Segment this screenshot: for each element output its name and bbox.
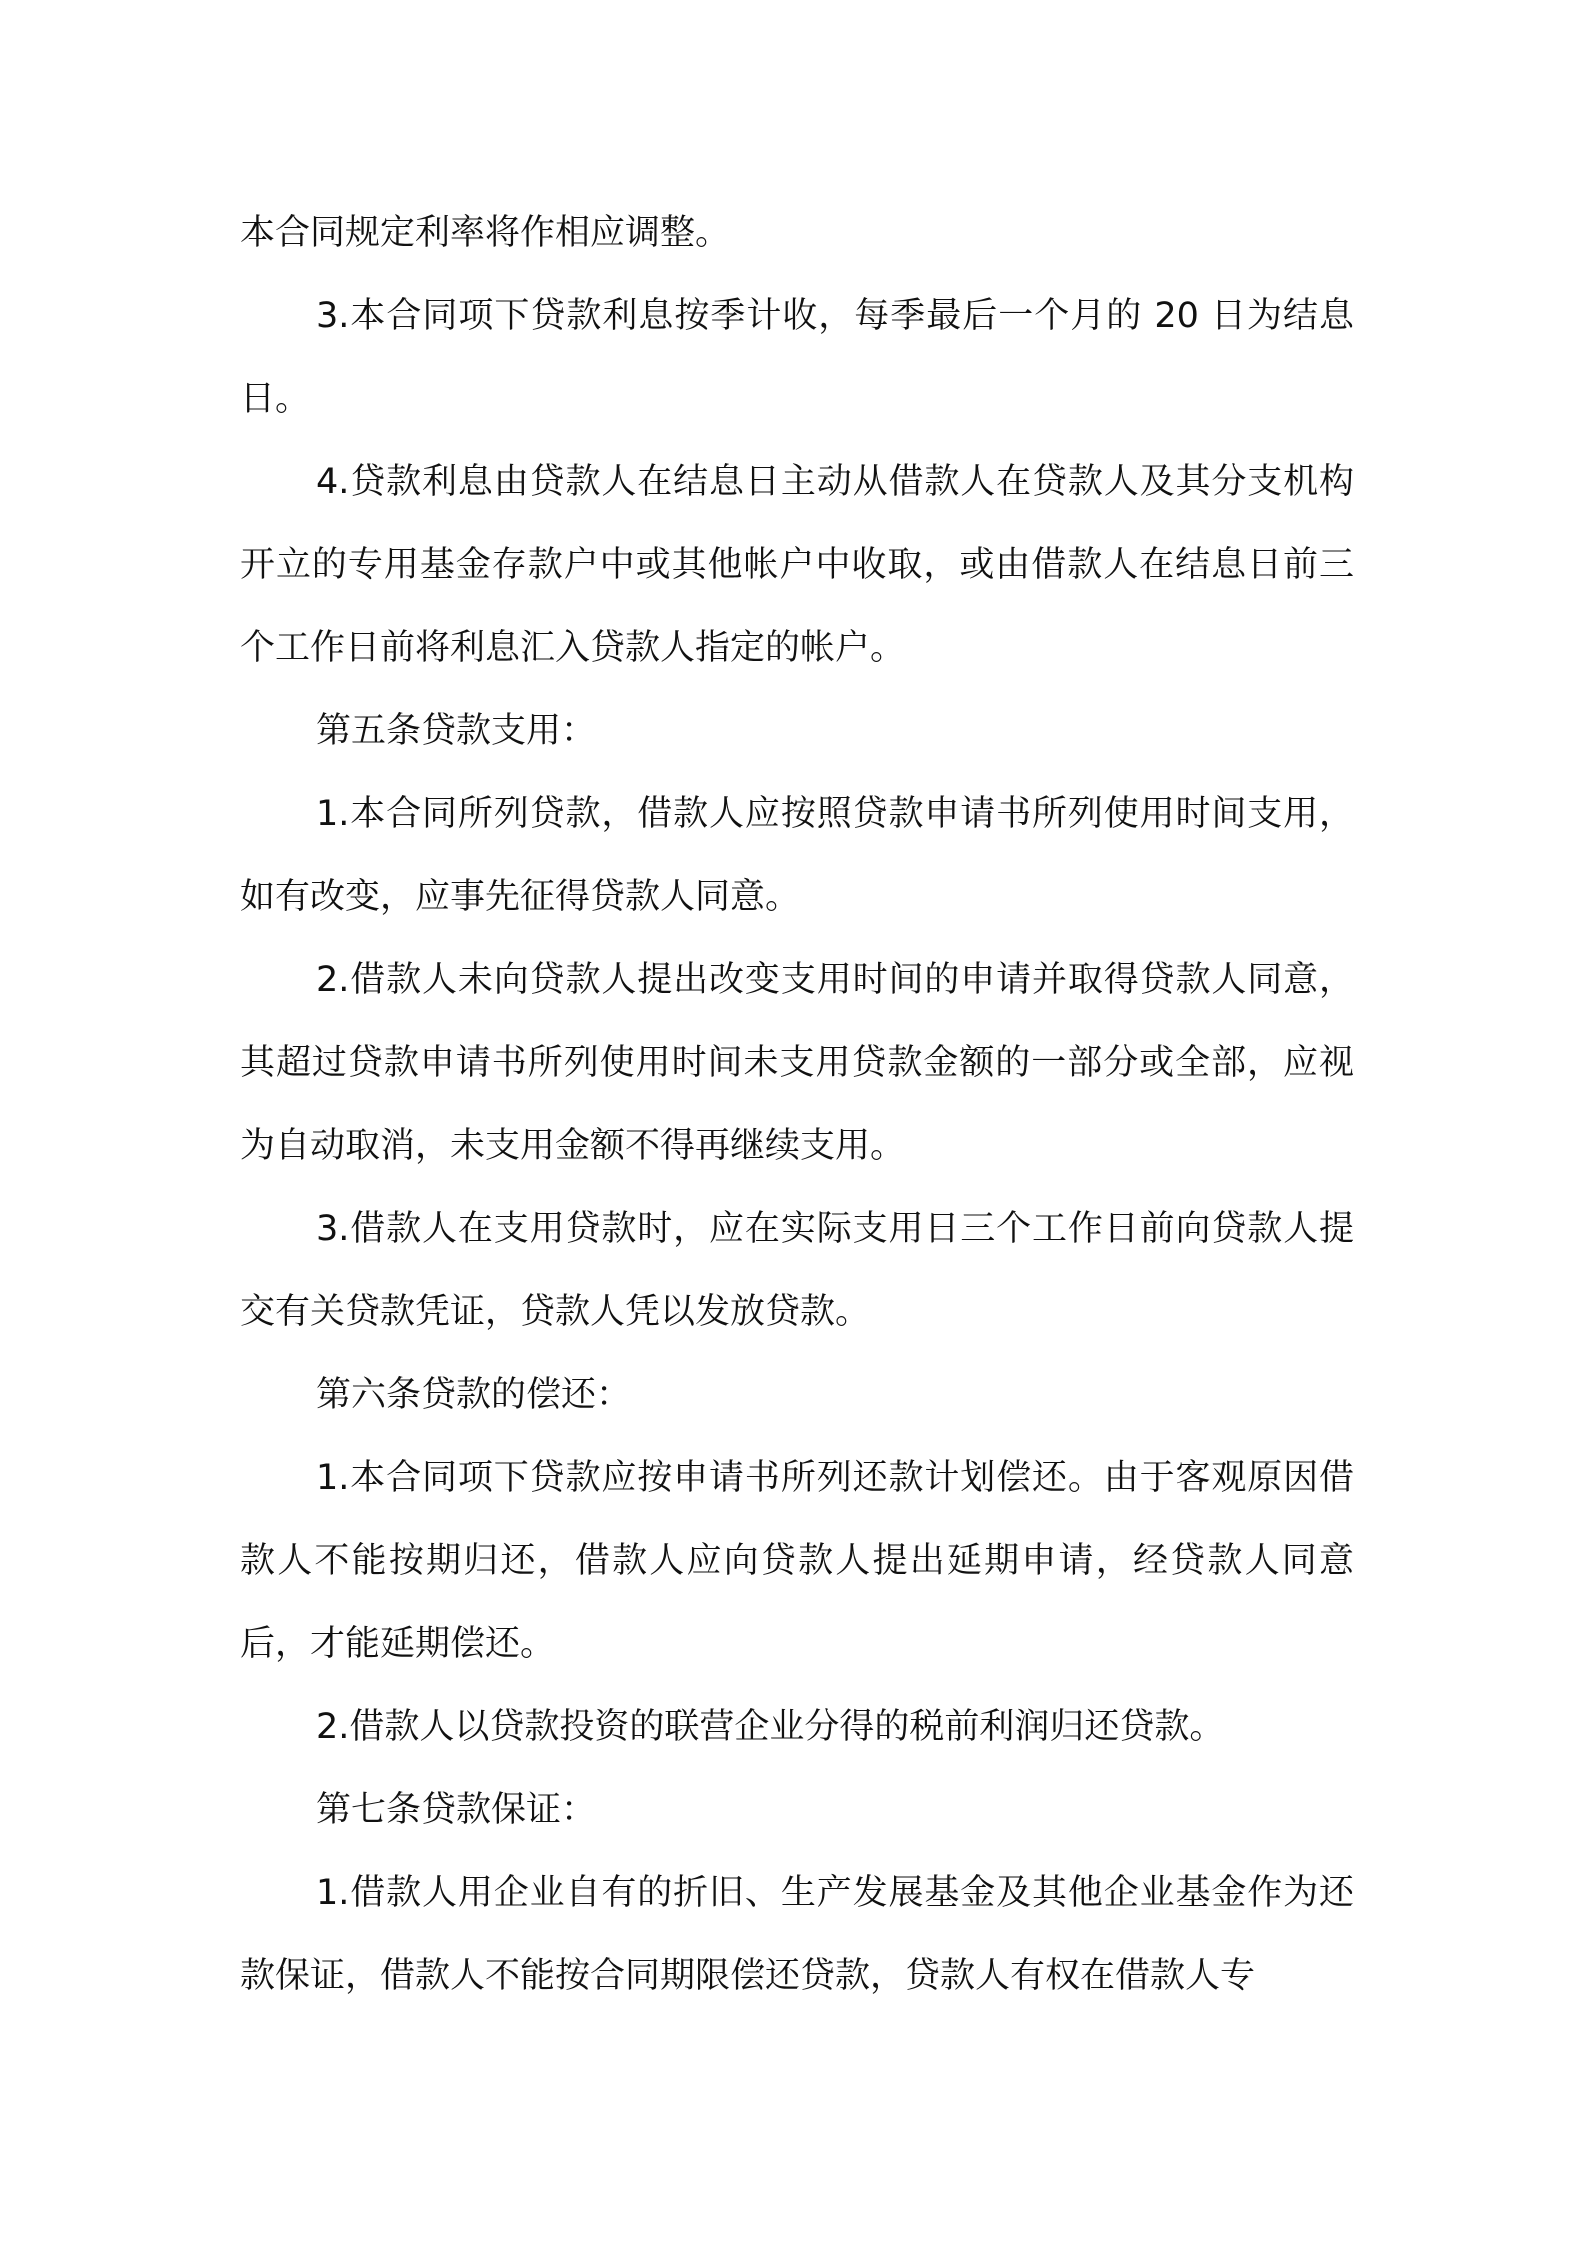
paragraph-article-7-item-1: 1.借款人用企业自有的折旧、生产发展基金及其他企业基金作为还款保证，借款人不能按合同期限偿还贷款，贷款人有权在借款人专 [240,1873,1354,1996]
document-body [240,192,1354,2018]
paragraph-article-5-item-3: 3.借款人在支用贷款时，应在实际支用日三个工作日前向贷款人提交有关贷款凭证，贷款人凭以发放贷款。 [240,1209,1354,1332]
paragraph-article-6-item-1: 1.本合同项下贷款应按申请书所列还款计划偿还。由于客观原因借款人不能按期归还，借款人应向贷款人提出延期申请，经贷款人同意后，才能延期偿还。 [240,1458,1354,1664]
heading-article-6: 第六条贷款的偿还： [316,1375,632,1415]
heading-article-5: 第五条贷款支用： [316,711,597,751]
paragraph-article-5-item-1: 1.本合同所列贷款，借款人应按照贷款申请书所列使用时间支用，如有改变，应事先征得贷款人同意。 [240,794,1354,917]
paragraph-interest-collection: 4.贷款利息由贷款人在结息日主动从借款人在贷款人及其分支机构开立的专用基金存款户中或其他帐户中收取，或由借款人在结息日前三个工作日前将利息汇入贷款人指定的帐户。 [240,462,1354,668]
heading-article-7: 第七条贷款保证： [316,1790,597,1830]
paragraph-rate-adjustment: 本合同规定利率将作相应调整。 [240,213,731,253]
paragraph-article-5-item-2: 2.借款人未向贷款人提出改变支用时间的申请并取得贷款人同意，其超过贷款申请书所列使用时间未支用贷款金额的一部分或全部，应视为自动取消，未支用金额不得再继续支用。 [240,960,1354,1166]
paragraph-article-6-item-2: 2.借款人以贷款投资的联营企业分得的税前利润归还贷款。 [316,1707,1225,1747]
paragraph-interest-quarterly: 3.本合同项下贷款利息按季计收，每季最后一个月的 20 日为结息日。 [240,296,1354,419]
